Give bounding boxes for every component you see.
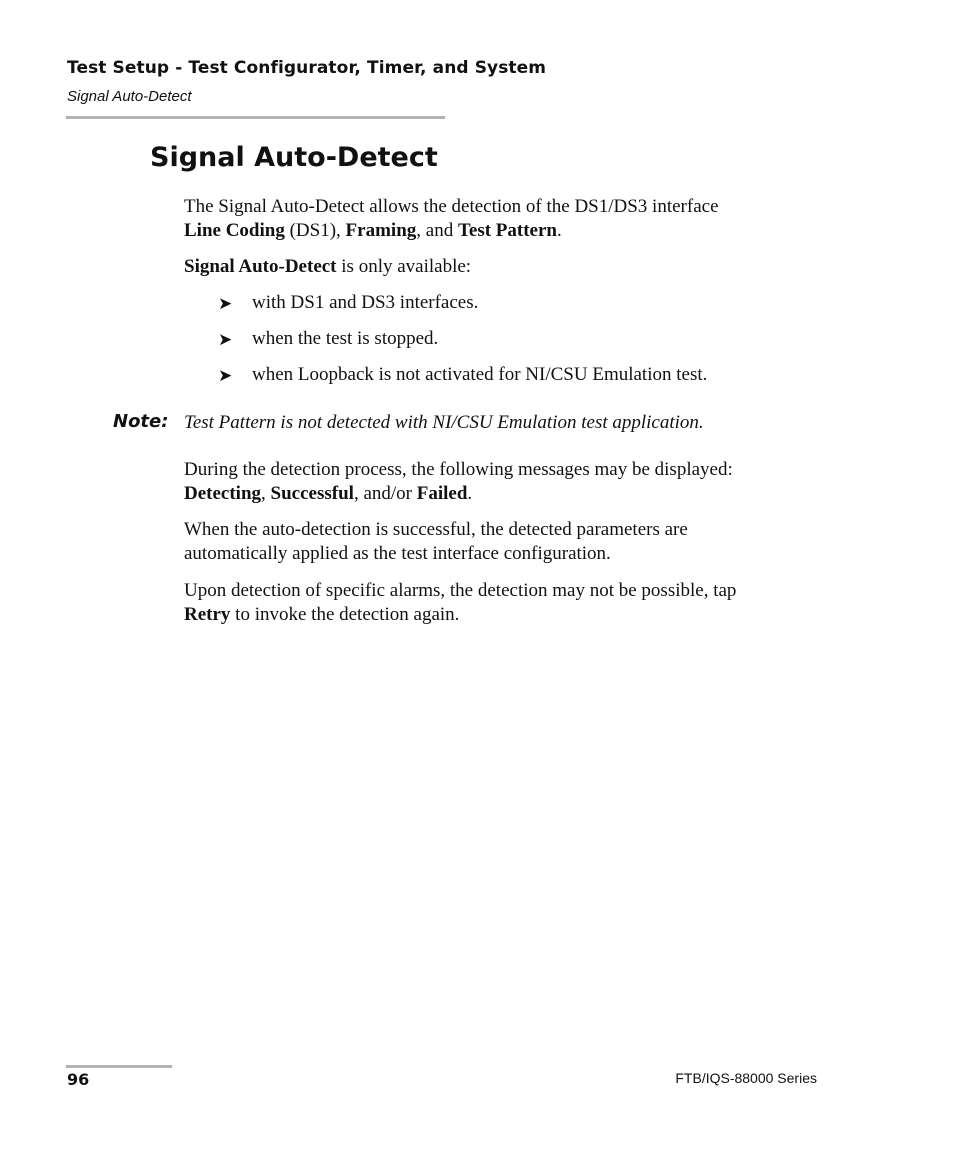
intro-text-3: , and bbox=[416, 220, 458, 241]
bullet-text: when the test is stopped. bbox=[252, 328, 439, 349]
retry-paragraph bbox=[184, 579, 824, 627]
running-header-subtitle: Signal Auto-Detect bbox=[67, 88, 192, 105]
line-coding-term: Line Coding bbox=[184, 220, 285, 241]
product-name: FTB/IQS-88000 Series bbox=[675, 1070, 817, 1086]
detection-text-2: , bbox=[261, 483, 271, 504]
intro-text-4: . bbox=[556, 220, 562, 241]
intro-text-2: (DS1), bbox=[284, 220, 346, 241]
availability-text: is only available: bbox=[336, 256, 472, 277]
framing-term: Framing bbox=[345, 220, 417, 241]
arrow-bullet-icon: ➤ bbox=[218, 366, 233, 386]
detection-text-3: , and/or bbox=[353, 483, 417, 504]
detection-text-4: . bbox=[467, 483, 473, 504]
note-text: Test Pattern is not detected with NI/CSU Emulation test application. bbox=[184, 412, 704, 433]
availability-paragraph bbox=[184, 255, 824, 279]
test-pattern-term: Test Pattern bbox=[457, 220, 557, 241]
intro-text: The Signal Auto-Detect allows the detection of the DS1/DS3 interface bbox=[184, 196, 719, 217]
successful-term: Successful bbox=[270, 483, 354, 504]
availability-term: Signal Auto-Detect bbox=[184, 256, 337, 277]
detecting-term: Detecting bbox=[184, 483, 262, 504]
arrow-bullet-icon: ➤ bbox=[218, 294, 233, 314]
footer-divider bbox=[66, 1065, 172, 1068]
note-label: Note: bbox=[113, 411, 169, 432]
page-number: 96 bbox=[67, 1070, 90, 1089]
retry-text-2: to invoke the detection again. bbox=[230, 604, 460, 625]
retry-term: Retry bbox=[184, 604, 231, 625]
header-divider bbox=[66, 116, 445, 119]
intro-paragraph bbox=[184, 195, 824, 243]
bullet-text: when Loopback is not activated for NI/CSU Emulation test. bbox=[252, 364, 708, 385]
section-title: Signal Auto-Detect bbox=[150, 142, 438, 173]
running-header-title: Test Setup - Test Configurator, Timer, and System bbox=[67, 58, 547, 78]
bullet-text: with DS1 and DS3 interfaces. bbox=[252, 292, 479, 313]
detection-paragraph bbox=[184, 458, 824, 506]
success-paragraph: When the auto-detection is successful, the detected parameters are automatically applied as the test interface configuration. bbox=[184, 519, 688, 564]
arrow-bullet-icon: ➤ bbox=[218, 330, 233, 350]
detection-text: During the detection process, the following messages may be displayed: bbox=[184, 459, 733, 480]
retry-text: Upon detection of specific alarms, the detection may not be possible, tap bbox=[184, 580, 737, 601]
failed-term: Failed bbox=[416, 483, 468, 504]
